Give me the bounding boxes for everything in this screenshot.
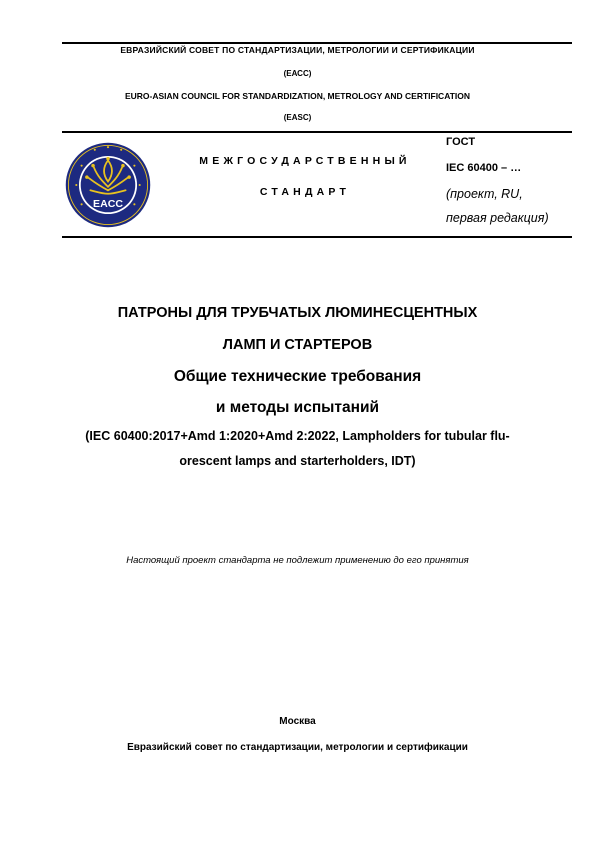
section-rule xyxy=(62,236,572,238)
document-title-line2: ЛАМП И СТАРТЕРОВ xyxy=(222,337,373,353)
standard-type-line1: МЕЖГОСУДАРСТВЕННЫЙ xyxy=(199,155,411,167)
draft-notice: Настоящий проект стандарта не подлежит применению до его принятия xyxy=(126,555,469,566)
draft-status-line2: первая редакция) xyxy=(446,211,549,225)
easc-emblem-logo xyxy=(64,141,152,229)
council-name-en: EURO-ASIAN COUNCIL FOR STANDARDIZATION, METROLOGY AND CERTIFICATION xyxy=(124,91,471,101)
draft-status-line1: (проект, RU, xyxy=(446,187,523,201)
top-rule xyxy=(62,42,572,44)
logo-text: EACC xyxy=(93,198,123,210)
publication-city: Москва xyxy=(279,716,316,727)
standard-number: IEC 60400 – … xyxy=(446,162,522,174)
gost-label: ГОСТ xyxy=(446,136,476,148)
document-subtitle-line1: Общие технические требования xyxy=(173,368,422,385)
header-rule xyxy=(62,131,572,133)
document-subtitle-line2: и методы испытаний xyxy=(215,399,380,416)
document-title-line1: ПАТРОНЫ ДЛЯ ТРУБЧАТЫХ ЛЮМИНЕСЦЕНТНЫХ xyxy=(117,305,478,321)
council-abbr-en: (EASC) xyxy=(283,113,312,122)
council-abbr-ru: (ЕАСС) xyxy=(283,69,312,78)
iec-reference-line2: orescent lamps and starterholders, IDT) xyxy=(179,454,416,468)
publisher-name: Евразийский совет по стандартизации, метрологии и сертификации xyxy=(127,742,468,753)
iec-reference-line1: (IEC 60400:2017+Amd 1:2020+Amd 2:2022, Lampholders for tubular flu- xyxy=(85,429,510,443)
standard-type-line2: СТАНДАРТ xyxy=(259,186,351,198)
council-name-ru: ЕВРАЗИЙСКИЙ СОВЕТ ПО СТАНДАРТИЗАЦИИ, МЕТРОЛОГИИ И СЕРТИФИКАЦИИ xyxy=(120,45,475,55)
